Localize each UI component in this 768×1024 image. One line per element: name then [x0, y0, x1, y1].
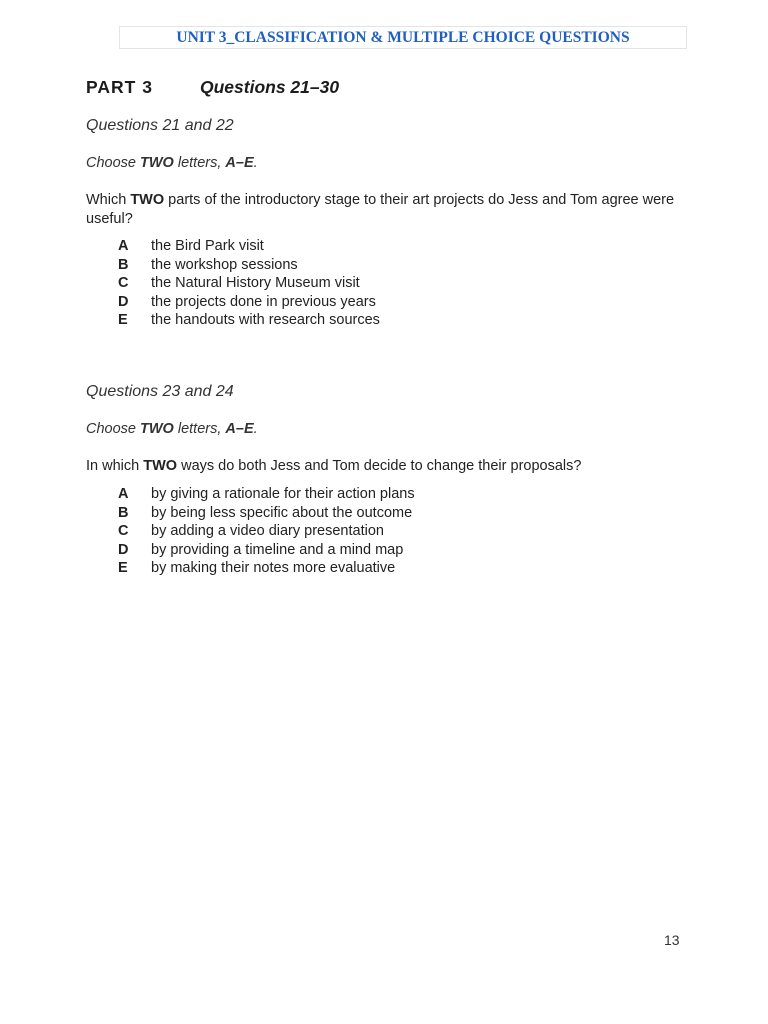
page-number: 13 [664, 932, 680, 948]
option-text: the Natural History Museum visit [151, 275, 360, 292]
option-text: the Bird Park visit [151, 238, 264, 254]
option-letter: B [118, 504, 129, 521]
instruction-text: letters, [173, 155, 226, 171]
option-text: the workshop sessions [151, 256, 298, 273]
stem-text: parts of the introductory stage to their art projects do Jess and Tom agree were useful? [86, 192, 675, 227]
instruction-text: Choose [86, 421, 141, 437]
part-heading [86, 77, 340, 101]
stem-text: In which [86, 458, 144, 474]
stem-text: Which [86, 192, 131, 208]
instruction-bold-range: A–E [225, 421, 254, 437]
section-heading-23-24: Questions 23 and 24 [86, 383, 234, 400]
option-text: by being less specific about the outcome [151, 504, 413, 521]
instruction-text: Choose [86, 155, 141, 171]
part-questions-range: Questions 21–30 [200, 77, 340, 97]
section-heading-21-22: Questions 21 and 22 [86, 117, 234, 134]
option-text: by giving a rationale for their action plans [151, 486, 415, 502]
stem-bold: TWO [130, 192, 165, 208]
option-letter: D [118, 293, 129, 310]
section-instruction-23-24 [86, 421, 258, 437]
option-letter: C [118, 275, 129, 292]
option-letter: A [118, 238, 129, 254]
option-text: by providing a timeline and a mind map [151, 541, 404, 558]
unit-header [119, 26, 687, 49]
section-instruction-21-22 [86, 155, 258, 171]
part-label: PART 3 [86, 77, 153, 97]
unit-title: UNIT 3_CLASSIFICATION & MULTIPLE CHOICE QUESTIONS [176, 29, 630, 46]
option-letter: E [118, 560, 128, 577]
option-letter: A [118, 486, 129, 502]
instruction-text: letters, [173, 421, 226, 437]
instruction-text: . [253, 421, 258, 437]
instruction-text: . [253, 155, 258, 171]
instruction-bold-range: A–E [225, 155, 254, 171]
instruction-bold-two: TWO [140, 155, 174, 171]
option-letter: C [118, 523, 129, 540]
question-stem-23-24 [86, 457, 676, 476]
option-letter: D [118, 541, 129, 558]
option-text: the handouts with research sources [151, 312, 380, 329]
stem-bold: TWO [143, 458, 178, 474]
stem-text: ways do both Jess and Tom decide to change their proposals? [177, 458, 582, 474]
option-text: by making their notes more evaluative [151, 560, 396, 577]
option-letter: B [118, 256, 129, 273]
instruction-bold-two: TWO [140, 421, 174, 437]
question-stem-21-22 [86, 191, 676, 229]
option-letter: E [118, 312, 128, 329]
option-text: the projects done in previous years [151, 293, 376, 310]
option-text: by adding a video diary presentation [151, 523, 384, 540]
